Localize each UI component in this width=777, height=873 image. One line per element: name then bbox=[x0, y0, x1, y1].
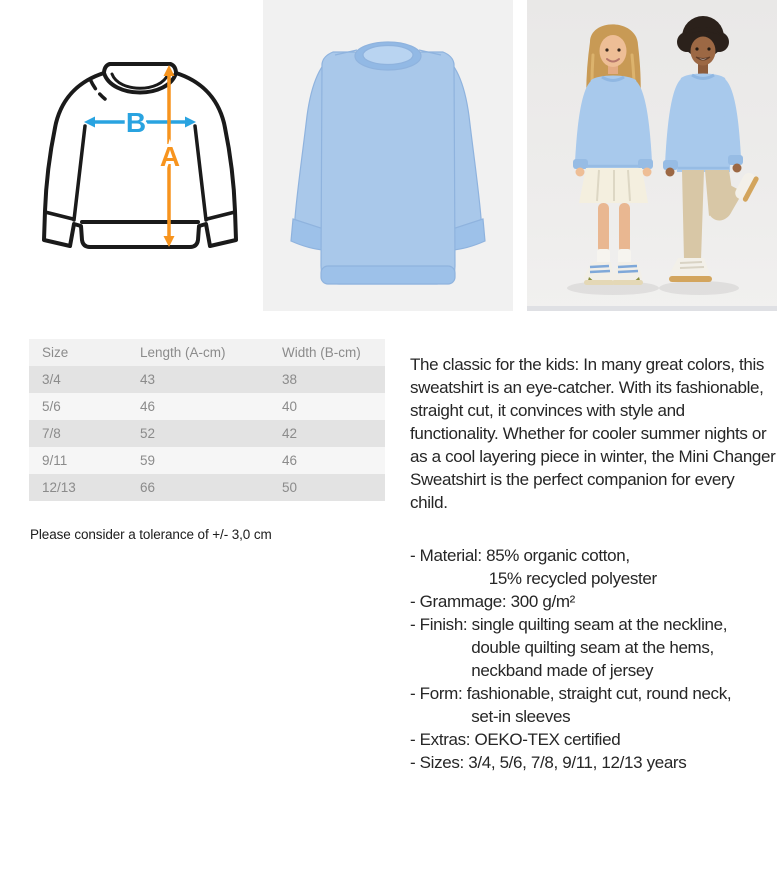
size-table-header-width: Width (B-cm) bbox=[282, 345, 361, 360]
cell-size: 5/6 bbox=[42, 399, 61, 414]
cell-size: 9/11 bbox=[42, 453, 68, 468]
spec-line-extras: - Extras: OEKO-TEX certified bbox=[410, 730, 621, 749]
width-label-b: B bbox=[125, 107, 147, 138]
cell-length: 43 bbox=[140, 372, 156, 387]
product-photo-models[interactable] bbox=[527, 0, 777, 311]
size-table-header-row bbox=[29, 339, 385, 366]
girl-sneakers bbox=[584, 262, 643, 285]
spec-line-material-cont: 15% recycled polyester bbox=[410, 569, 657, 588]
product-description: The classic for the kids: In many great colors, this sweatshirt is an eye-catcher. With its fashionable, straight cut, it convinces with style and functionality. Whether for cooler summer nights or as a cool layering piece in winter, the Mini Changer Sweatshirt is the perfect companion for every child. bbox=[410, 355, 776, 512]
spec-line-finish-cont2: neckband made of jersey bbox=[410, 661, 654, 680]
table-row bbox=[29, 447, 385, 474]
table-row bbox=[29, 420, 385, 447]
spec-line-finish-cont1: double quilting seam at the hems, bbox=[410, 638, 714, 657]
table-row bbox=[29, 474, 385, 501]
sweatshirt-outline-drawing bbox=[0, 0, 263, 311]
length-label-a: A bbox=[159, 141, 181, 172]
cell-size: 7/8 bbox=[42, 426, 61, 441]
boy-model bbox=[663, 16, 760, 282]
spec-line-grammage: - Grammage: 300 g/m² bbox=[410, 592, 575, 611]
table-row bbox=[29, 393, 385, 420]
cell-length: 52 bbox=[140, 426, 156, 441]
cell-size: 3/4 bbox=[42, 372, 61, 387]
girl-model bbox=[573, 24, 653, 285]
product-photo-flatlay[interactable] bbox=[263, 0, 513, 311]
cell-size: 12/13 bbox=[42, 480, 76, 495]
product-specs-list bbox=[410, 544, 731, 774]
boy-standing-sneaker bbox=[669, 258, 712, 282]
cell-width: 42 bbox=[282, 426, 298, 441]
spec-line-finish: - Finish: single quilting seam at the neckline, bbox=[410, 615, 728, 634]
spec-line-form: - Form: fashionable, straight cut, round neck, bbox=[410, 684, 732, 703]
cell-length: 66 bbox=[140, 480, 156, 495]
size-measurement-diagram bbox=[0, 0, 263, 311]
spec-line-sizes: - Sizes: 3/4, 5/6, 7/8, 9/11, 12/13 years bbox=[410, 753, 687, 772]
cell-width: 38 bbox=[282, 372, 298, 387]
two-kids-wearing-sweatshirts-image bbox=[527, 0, 777, 311]
size-table-header-size: Size bbox=[42, 345, 69, 360]
table-row bbox=[29, 366, 385, 393]
cell-width: 40 bbox=[282, 399, 298, 414]
cell-length: 59 bbox=[140, 453, 156, 468]
cell-length: 46 bbox=[140, 399, 156, 414]
spec-line-form-cont: set-in sleeves bbox=[410, 707, 571, 726]
size-table-header-length: Length (A-cm) bbox=[140, 345, 226, 360]
spec-line-material: - Material: 85% organic cotton, bbox=[410, 546, 630, 565]
size-table bbox=[29, 339, 385, 501]
blue-sweatshirt-flatlay-image bbox=[263, 0, 513, 311]
cell-width: 46 bbox=[282, 453, 298, 468]
tolerance-note: Please consider a tolerance of +/- 3,0 cm bbox=[30, 527, 272, 542]
cell-width: 50 bbox=[282, 480, 298, 495]
